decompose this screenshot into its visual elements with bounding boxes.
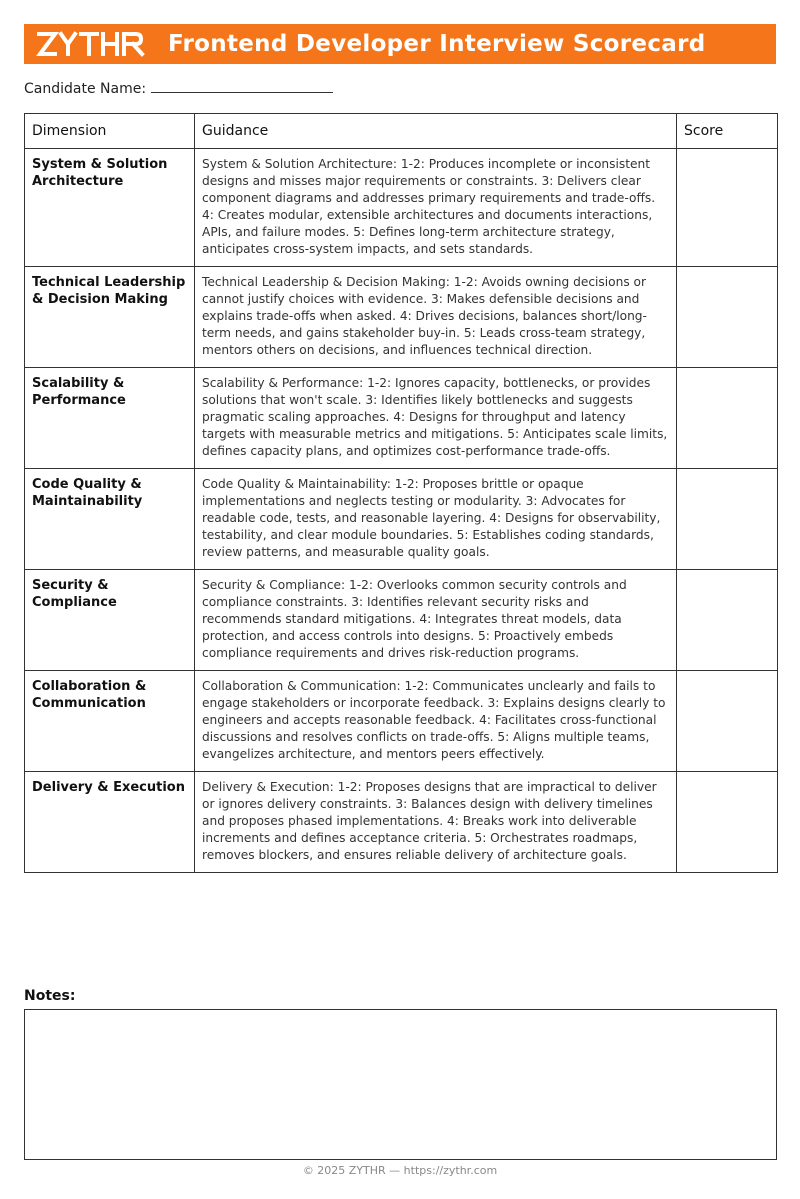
guidance-cell: Code Quality & Maintainability: 1-2: Proposes brittle or opaque implementations and neglects testing or modularity. 3: Advocates for readable code, tests, and reasonable layering. 4: Designs for observability, testability, and clear module boundaries. 5: Establishes coding standards, review patterns, and measurable quality goals. — [195, 469, 677, 570]
page-title: Frontend Developer Interview Scorecard — [168, 31, 706, 57]
score-cell[interactable] — [677, 671, 778, 772]
guidance-cell: Security & Compliance: 1-2: Overlooks common security controls and compliance constraints. 3: Identifies relevant security risks and recommends standard mitigations. 4: Integrates threat models, data protection, and access controls into designs. 5: Proactively embeds compliance requirements and drives risk-reduction programs. — [195, 570, 677, 671]
scorecard-table — [24, 113, 778, 873]
header-bar — [24, 24, 776, 64]
guidance-cell: Delivery & Execution: 1-2: Proposes designs that are impractical to deliver or ignores delivery constraints. 3: Balances design with delivery timelines and proposes phased implementations. 4: Breaks work into deliverable increments and defines acceptance criteria. 5: Orchestrates roadmaps, removes blockers, and ensures reliable delivery of architecture goals. — [195, 772, 677, 873]
dimension-cell: Collaboration & Communication — [25, 671, 195, 772]
dimension-cell: Scalability & Performance — [25, 368, 195, 469]
column-header-guidance: Guidance — [195, 114, 677, 149]
dimension-cell: Delivery & Execution — [25, 772, 195, 873]
score-cell[interactable] — [677, 570, 778, 671]
column-header-score: Score — [677, 114, 778, 149]
zythr-logo — [36, 30, 148, 58]
notes-label: Notes: — [24, 988, 76, 1004]
table-row — [25, 267, 778, 368]
table-row — [25, 149, 778, 267]
notes-box[interactable] — [24, 1009, 777, 1160]
table-row — [25, 671, 778, 772]
table-header-row — [25, 114, 778, 149]
score-cell[interactable] — [677, 149, 778, 267]
column-header-dimension: Dimension — [25, 114, 195, 149]
table-row — [25, 570, 778, 671]
candidate-name-row — [24, 78, 333, 97]
guidance-cell: Collaboration & Communication: 1-2: Communicates unclearly and fails to engage stakeholders or incorporate feedback. 3: Explains designs clearly to engineers and accepts reasonable feedback. 4: Facilitates cross-functional discussions and resolves conflicts on trade-offs. 5: Aligns multiple teams, evangelizes architecture, and mentors peers effectively. — [195, 671, 677, 772]
score-cell[interactable] — [677, 772, 778, 873]
candidate-name-field[interactable] — [151, 78, 333, 93]
guidance-cell: Technical Leadership & Decision Making: 1-2: Avoids owning decisions or cannot justify choices with evidence. 3: Makes defensible decisions and explains trade-offs when asked. 4: Drives decisions, balances short/long-term needs, and gains stakeholder buy-in. 5: Leads cross-team strategy, mentors others on decisions, and influences technical direction. — [195, 267, 677, 368]
guidance-cell: System & Solution Architecture: 1-2: Produces incomplete or inconsistent designs and misses major requirements or constraints. 3: Delivers clear component diagrams and addresses primary requirements and trade-offs. 4: Creates modular, extensible architectures and documents interactions, APIs, and failure modes. 5: Defines long-term architecture strategy, anticipates cross-system impacts, and sets standards. — [195, 149, 677, 267]
table-row — [25, 772, 778, 873]
candidate-name-label: Candidate Name: — [24, 81, 147, 97]
score-cell[interactable] — [677, 267, 778, 368]
dimension-cell: Security & Compliance — [25, 570, 195, 671]
score-cell[interactable] — [677, 469, 778, 570]
dimension-cell: Technical Leadership & Decision Making — [25, 267, 195, 368]
dimension-cell: System & Solution Architecture — [25, 149, 195, 267]
dimension-cell: Code Quality & Maintainability — [25, 469, 195, 570]
table-row — [25, 469, 778, 570]
footer-copyright: © 2025 ZYTHR — https://zythr.com — [302, 1164, 498, 1177]
guidance-cell: Scalability & Performance: 1-2: Ignores capacity, bottlenecks, or provides solutions that won't scale. 3: Identifies likely bottlenecks and suggests pragmatic scaling approaches. 4: Designs for throughput and latency targets with measurable metrics and mitigations. 5: Anticipates scale limits, defines capacity plans, and optimizes cost-performance trade-offs. — [195, 368, 677, 469]
score-cell[interactable] — [677, 368, 778, 469]
table-row — [25, 368, 778, 469]
